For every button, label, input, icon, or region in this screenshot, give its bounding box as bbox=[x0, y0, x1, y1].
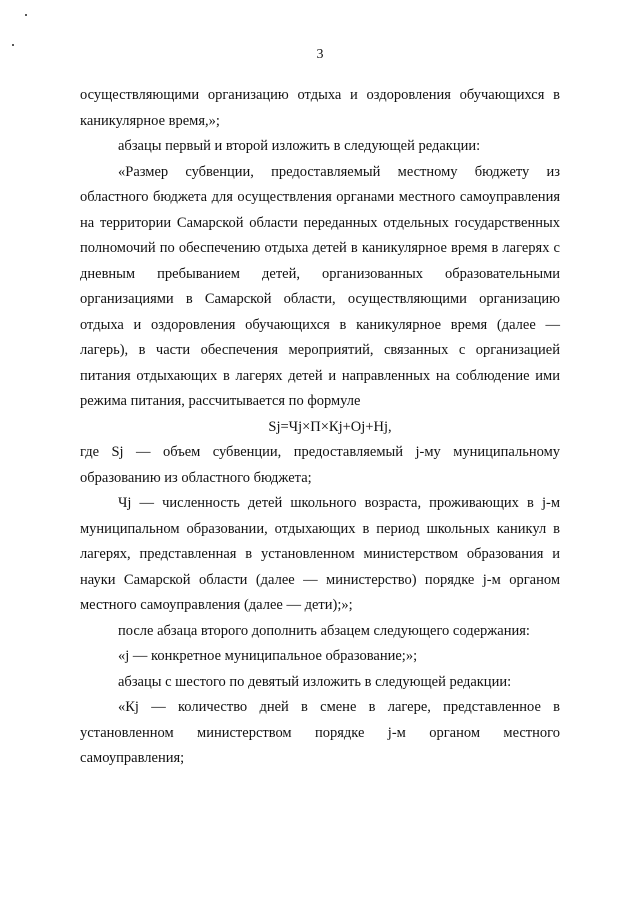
paragraph: «Размер субвенции, предоставляемый местному бюджету из областного бюджета для осуществления органами местного самоуправления на территории Самарской области переданных отдельных государственных полномочий по обеспечению отдыха детей в каникулярное время в лагерях с дневным пребыванием детей, организованных образовательными организациями в Самарской области, осуществляющими организацию отдыха и оздоровления обучающихся в каникулярное время (далее — лагерь), в части обеспечения мероприятий, связанных с организацией питания отдыхающих в лагерях детей и направленных на соблюдение ими режима питания, рассчитывается по формуле bbox=[80, 163, 560, 409]
paragraph: абзацы первый и второй изложить в следующей редакции: bbox=[118, 138, 481, 154]
formula: Sj=Чj×П×Кj+Оj+Нj, bbox=[268, 418, 392, 435]
scan-speck bbox=[12, 44, 14, 46]
page-number: 3 bbox=[316, 47, 324, 62]
paragraph: абзацы с шестого по девятый изложить в следующей редакции: bbox=[118, 673, 512, 690]
scan-speck bbox=[25, 14, 27, 16]
paragraph: Чj — численность детей школьного возраста, проживающих в j-м муниципальном образовании, отдыхающих в период школьных каникул в лагерях, представленная в установленном министерством образования и науки Самарской области (далее — министерство) порядке j-м органом местного самоуправления (далее — дети);»; bbox=[80, 495, 560, 613]
document-body bbox=[80, 83, 560, 772]
paragraph: осуществляющими организацию отдыха и оздоровления обучающихся в каникулярное время,»; bbox=[80, 87, 560, 129]
paragraph: «Кj — количество дней в смене в лагере, представленное в установленном министерством порядке j-м органом местного самоуправления; bbox=[80, 699, 560, 766]
paragraph: после абзаца второго дополнить абзацем следующего содержания: bbox=[118, 622, 530, 639]
paragraph: где Sj — объем субвенции, предоставляемый j-му муниципальному образованию из областного бюджета; bbox=[80, 444, 560, 486]
paragraph: «j — конкретное муниципальное образование;»; bbox=[118, 648, 418, 664]
